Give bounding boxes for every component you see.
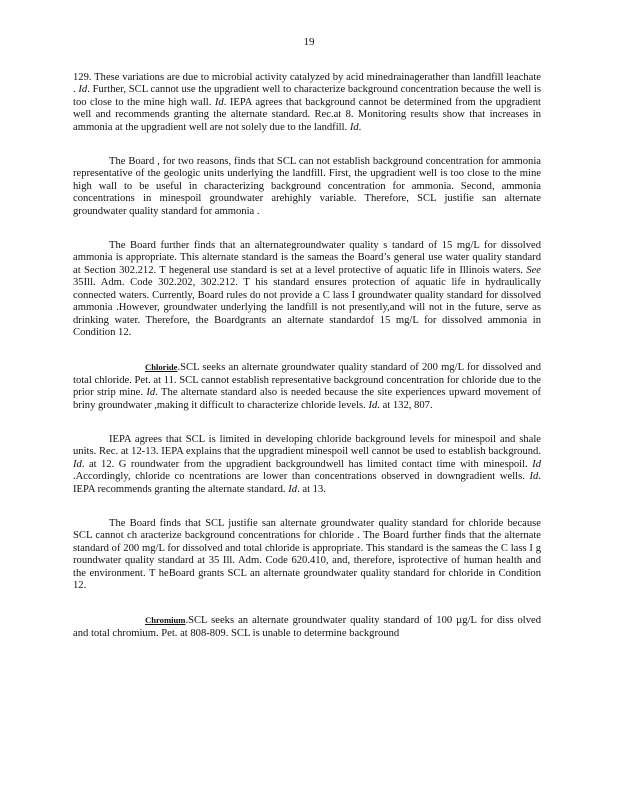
section-lead-heading: Chloride	[145, 362, 178, 373]
citation-italic: Id	[532, 458, 541, 470]
text-run: 129. These variations are due to microbial activity catalyzed by acid minedrainagerather than landfill leachate .	[73, 72, 541, 96]
citation-italic: Id	[368, 399, 378, 411]
paragraph-p2	[73, 156, 541, 218]
text-run: . at 12. G roundwater from the upgradient backgroundwell has limited contact time with minespoil.	[81, 458, 533, 470]
text-run: The Board further finds that an alternategroundwater quality s tandard of 15 mg/L for dissolved ammonia is appropriate. This alternate standard is the sameas the Board’s general use water quality standard at Section 302.212. T hegeneral use standard is set at a level protective of aquatic life in Illinois waters.	[73, 240, 541, 276]
text-run: The Board , for two reasons, finds that SCL can not establish background concentration for ammonia representative of the geologic units underlying the landfill. First, the upgradient well is too close to the mine high wall to be useful in characterizing background concentration for ammonia. Second, ammonia concentrations in minespoil groundwater arehighly variable. Therefore, SCL justifie san alternate groundwater quality standard for ammonia .	[73, 156, 541, 217]
citation-italic: Id	[78, 84, 88, 96]
body-text	[73, 72, 541, 640]
text-run: .	[358, 121, 362, 133]
paragraph-p3	[73, 240, 541, 339]
citation-italic: Id	[146, 387, 156, 399]
text-run: 35Ill. Adm. Code 302.202, 302.212. T his standard ensures protection of aquatic life in hydraulically connected waters. Currently, Board rules do not provide a C lass I groundwater quality standard for dissolved ammonia .However, groundwater underlying the landfill is not presently,and will not in the future, serve as drinking water. Therefore, the Boardgrants an alternate standardof 15 mg/L for dissolved ammonia in Condition 12.	[73, 277, 541, 338]
text-run: . The alternate standard also is needed because the site experiences upward movement of briny groundwater ,making it difficult to characterize chloride levels.	[73, 387, 541, 411]
page-number: 19	[303, 36, 315, 48]
text-run: The Board finds that SCL justifie san alternate groundwater quality standard for chloride because SCL cannot ch aracterize background concentrations for chloride . The Board further finds that the alternate standard of 200 mg/L for dissolved and total chloride is appropriate. This standard is the sameas the C lass I g roundwater quality standard at 35 Ill. Adm. Code 620.410, and, therefore, isprotective of human health and the environment. T heBoard grants SCL an alternate groundwater quality standard for chloride in Condition 12.	[73, 517, 541, 591]
paragraph-p6	[73, 518, 541, 592]
citation-italic: See	[526, 264, 541, 276]
text-run: . at 132, 807.	[377, 399, 433, 411]
citation-italic: Id	[529, 471, 539, 483]
citation-italic: Id	[288, 483, 298, 495]
text-run: .SCL seeks an alternate groundwater quality standard of 200 mg/L for dissolved and total chloride. Pet. at 11. SCL cannot establish representative background concentration for chloride due to the prior strip mine.	[73, 362, 541, 399]
text-run: . IEPA recommends granting the alternate standard.	[73, 471, 541, 495]
citation-italic: Id	[349, 121, 359, 133]
paragraph-p5	[73, 434, 541, 496]
paragraph-p1	[73, 72, 541, 134]
text-run: .SCL seeks an alternate groundwater quality standard of 100 µg/L for diss olved and total chromium. Pet. at 808-809. SCL is unable to determine background	[73, 615, 541, 639]
text-run: .Accordingly, chloride co ncentrations are lower than concentrations observed in downgradient wells.	[73, 471, 530, 483]
citation-italic: Id	[73, 458, 82, 470]
text-run: . IEPA agrees that background cannot be determined from the upgradient well and recommends granting the alternate standard. Rec.at 8. Monitoring results show that increases in ammonia at the upgradient well are not solely due to the landfill.	[73, 96, 541, 133]
text-run: IEPA agrees that SCL is limited in developing chloride background levels for minespoil and shale units. Rec. at 12-13. IEPA explains that the upgradient minespoil well cannot be used to establish background.	[73, 433, 541, 458]
citation-italic: Id	[214, 96, 224, 108]
text-run: . Further, SCL cannot use the upgradient well to characterize background concentration because the well is too close to the mine high wall.	[73, 84, 541, 108]
section-lead-heading: Chromium	[145, 615, 186, 626]
paragraph-p7	[73, 614, 541, 640]
paragraph-p4	[73, 361, 541, 412]
text-run: . at 13.	[297, 483, 326, 495]
